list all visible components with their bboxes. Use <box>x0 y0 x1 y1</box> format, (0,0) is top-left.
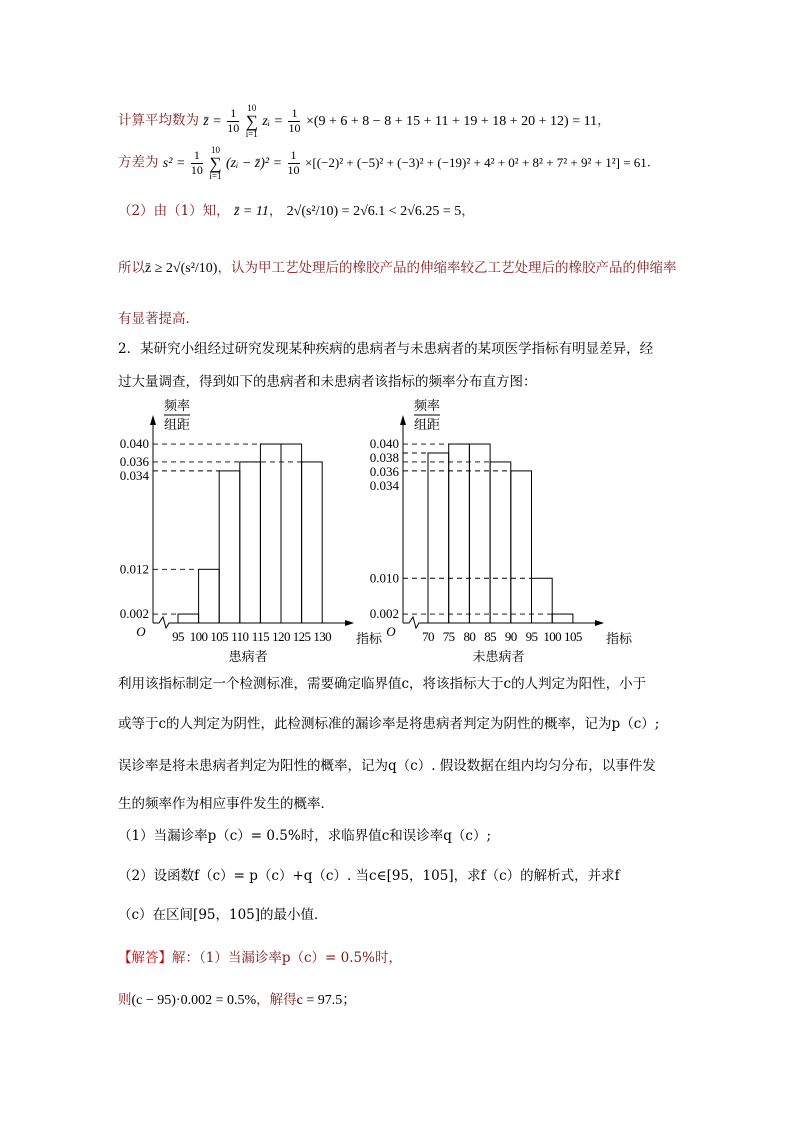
y-tick-label: 0.002 <box>119 606 149 622</box>
histogram-bar <box>240 462 261 623</box>
so-label: 所以 <box>118 260 145 276</box>
mean-label: 计算平均数为 <box>118 112 199 129</box>
x-tick-label: 95 <box>525 629 538 644</box>
origin-label: O <box>136 624 146 639</box>
question2-para3: 误诊率是将未患病者判定为阳性的概率，记为q（c）. 假设数据在组内均匀分布，以事件发 <box>118 758 656 774</box>
num: 1 <box>288 149 300 164</box>
den: 10 <box>190 163 203 177</box>
x-axis-label: 指标 <box>605 631 633 646</box>
x-tick-label: 130 <box>313 629 332 644</box>
num: 1 <box>288 107 300 122</box>
histogram-bar <box>490 462 511 623</box>
comma: ， <box>268 203 283 219</box>
so-expr: z̄ ≥ 2√(s²/10) <box>145 261 218 276</box>
y-tick-label: 0.012 <box>119 561 149 577</box>
sum-bottom: i=1 <box>209 171 222 181</box>
comma: ， <box>597 112 611 129</box>
y-tick-label: 0.040 <box>119 436 149 452</box>
y-tick-label: 0.010 <box>369 570 399 586</box>
x-tick-label: 110 <box>231 629 249 644</box>
variance-label: 方差为 <box>118 154 159 171</box>
fraction <box>191 149 203 178</box>
mean-line <box>118 104 611 139</box>
sum-symbol: 10 ∑ i=1 <box>209 145 222 181</box>
x-axis-arrow <box>345 620 354 626</box>
histograms <box>0 395 794 675</box>
num: 1 <box>227 107 239 122</box>
y-tick-label: 0.034 <box>119 467 149 483</box>
mean-expr-c: ×(9 + 6 + 8 − 8 + 15 + 11 + 19 + 18 + 20 + 12) = 11 <box>305 113 598 129</box>
answer-then: 则 <box>118 992 132 1008</box>
x-tick-label: 115 <box>251 629 270 644</box>
x-tick-label: 95 <box>172 629 184 644</box>
x-tick-label: 105 <box>210 629 229 644</box>
part2-label: （2）由（1）知， <box>118 203 230 219</box>
so-text: ，认为甲工艺处理后的橡胶产品的伸缩率较乙工艺处理后的橡胶产品的伸缩率 <box>217 260 677 276</box>
y-tick-label: 0.040 <box>369 436 399 452</box>
mean-expr-b: zᵢ = <box>262 113 283 129</box>
question2-sub2b: （c）在区间[95，105]的最小值． <box>118 907 328 923</box>
question2-sub1: （1）当漏诊率p（c）= 0.5%时，求临界值c和误诊率q（c）; <box>118 828 492 844</box>
variance-expr-b: (zᵢ − z̄)² = <box>226 155 283 171</box>
question2-line1: 2．某研究小组经过研究发现某种疾病的患病者与未患病者的某项医学指标有明显差异，经 <box>118 341 654 357</box>
x-axis-arrow <box>595 620 604 626</box>
sum-top: 10 <box>247 103 257 113</box>
histogram-bar <box>532 578 553 623</box>
y-axis-arrow <box>400 415 406 425</box>
question2-sub2: （2）设函数f（c）= p（c）+q（c）. 当c∈[95，105]，求f（c）的解析式，并求f <box>118 868 620 884</box>
x-axis-label: 指标 <box>355 631 383 646</box>
y-tick-label: 0.034 <box>369 478 399 494</box>
mean-expr: z̄ = <box>203 113 222 129</box>
histogram-bar <box>428 453 449 623</box>
variance-line <box>118 146 660 181</box>
histogram-bar <box>281 444 302 623</box>
x-tick-label: 90 <box>504 629 517 644</box>
x-tick-label: 100 <box>189 629 208 644</box>
y-label-bottom: 组距 <box>413 417 441 432</box>
chart-title: 患病者 <box>228 649 268 664</box>
question2-line2: 过大量调查，得到如下的患病者和未患病者该指标的频率分布直方图： <box>118 374 537 390</box>
part2-mean: z̄ = 11 <box>233 204 269 219</box>
y-tick-label: 0.036 <box>119 453 149 469</box>
den: 10 <box>227 121 240 135</box>
x-tick-label: 120 <box>272 629 290 644</box>
histogram-bar <box>178 614 199 623</box>
y-label-top: 频率 <box>163 398 191 413</box>
part2-line <box>118 205 475 219</box>
x-tick-label: 105 <box>564 629 582 644</box>
y-label-top: 频率 <box>413 398 441 413</box>
y-tick-label: 0.002 <box>369 606 399 622</box>
histogram-bar <box>302 462 323 623</box>
sum-bottom: i=1 <box>245 129 258 139</box>
answer-line2 <box>118 994 356 1008</box>
origin-label: O <box>386 624 396 639</box>
answer-tag: 【解答】 <box>118 950 172 966</box>
sum-top: 10 <box>210 145 220 155</box>
comma: ， <box>461 203 475 219</box>
answer-equation: (c − 95)·0.002 = 0.5% <box>131 993 257 1008</box>
chart-title: 未患病者 <box>472 649 525 664</box>
x-tick-label: 70 <box>422 629 434 644</box>
part2-sqrt-expr: 2√(s²/10) = 2√6.1 < 2√6.25 = 5 <box>286 204 462 219</box>
den: 10 <box>287 163 300 177</box>
variance-expr-c: ×[(−2)² + (−5)² + (−3)² + (−19)² + 4² + 0² + 8² + 7² + 9² + 1²] = 61 <box>305 154 647 170</box>
histogram-bar <box>199 569 220 623</box>
fraction <box>227 107 239 136</box>
histogram-bar <box>552 614 573 623</box>
answer-line1 <box>118 952 402 966</box>
x-tick-label: 85 <box>484 629 497 644</box>
histogram-bar <box>219 471 240 623</box>
y-label-bottom: 组距 <box>163 417 191 432</box>
answer-solve-label: ，解得 <box>256 992 297 1008</box>
histogram-bar <box>260 444 281 623</box>
num: 1 <box>191 149 203 164</box>
question2-para1: 利用该指标制定一个检测标准，需要确定临界值c，将该指标大于c的人判定为阳性，小于 <box>118 676 647 692</box>
fraction <box>288 149 300 178</box>
y-tick-label: 0.038 <box>369 450 399 466</box>
x-tick-label: 75 <box>442 629 455 644</box>
question2-para4: 生的频率作为相应事件发生的概率． <box>118 796 334 812</box>
question2-para2: 或等于c的人判定为阴性，此检测标准的漏诊率是将患病者判定为阴性的概率，记为p（c）; <box>118 716 660 732</box>
sum-symbol: 10 ∑ i=1 <box>245 103 258 139</box>
y-tick-label: 0.036 <box>369 464 399 480</box>
histogram-bar <box>511 471 532 623</box>
variance-expr: s² = <box>162 155 186 171</box>
fraction <box>288 107 300 136</box>
den: 10 <box>288 121 301 135</box>
period: ． <box>646 154 661 171</box>
x-tick-label: 100 <box>543 629 562 644</box>
x-tick-label: 125 <box>292 629 311 644</box>
answer-text: 解：（1）当漏诊率p（c）= 0.5%时， <box>172 950 402 966</box>
y-axis-arrow <box>150 415 156 425</box>
x-tick-label: 80 <box>463 629 476 644</box>
conclusion-line <box>118 262 676 276</box>
conclusion-line-2: 有显著提高． <box>118 311 199 327</box>
answer-result: c = 97.5； <box>296 993 357 1008</box>
